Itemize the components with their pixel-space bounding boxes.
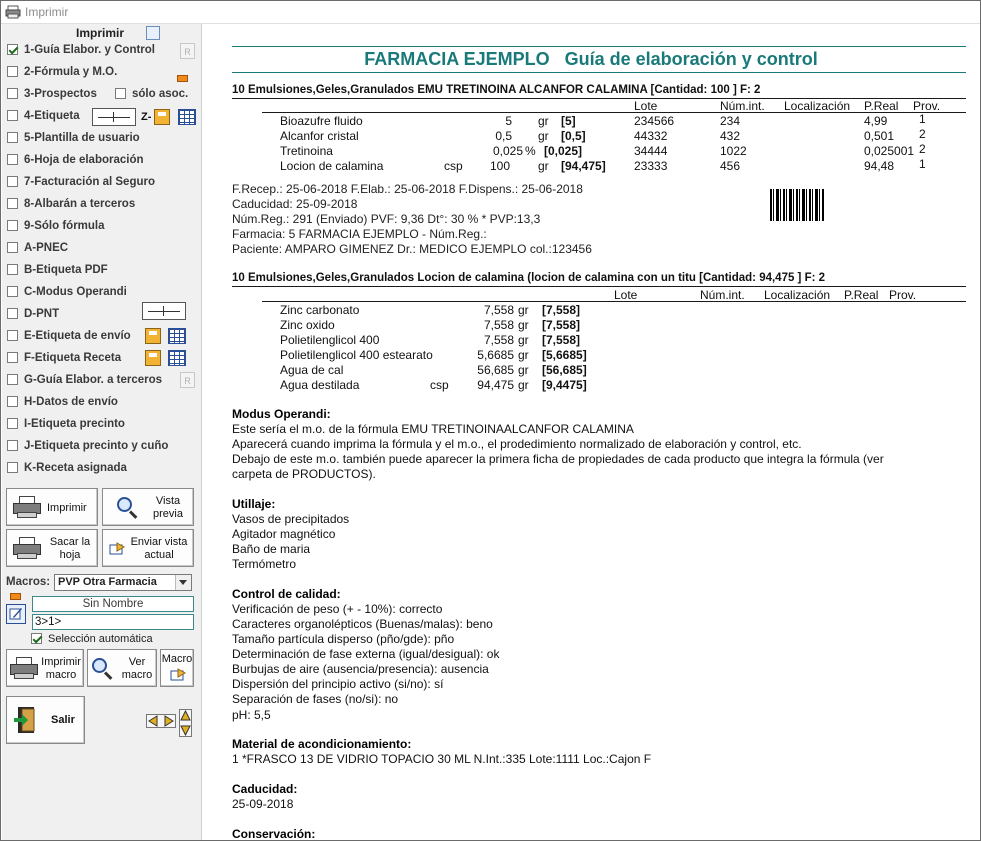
exit-door-icon bbox=[14, 705, 42, 735]
r-button[interactable]: R bbox=[180, 43, 195, 59]
save-icon[interactable] bbox=[145, 328, 161, 344]
printer-icon bbox=[13, 496, 41, 518]
checkbox[interactable] bbox=[7, 132, 18, 143]
divider bbox=[232, 286, 966, 287]
option-label: F-Etiqueta Receta bbox=[24, 352, 122, 364]
option-label: E-Etiqueta de envío bbox=[24, 330, 131, 342]
calidad-title: Control de calidad: bbox=[232, 587, 341, 601]
checkbox[interactable] bbox=[7, 462, 18, 473]
option-prospectos[interactable] bbox=[7, 88, 97, 106]
divider bbox=[262, 112, 966, 113]
option-label: K-Receta asignada bbox=[24, 462, 127, 474]
eject-sheet-button[interactable] bbox=[6, 529, 98, 567]
col-localizacion: Localización bbox=[764, 288, 831, 302]
checkbox[interactable] bbox=[7, 198, 18, 209]
option-label: C-Modus Operandi bbox=[24, 286, 127, 298]
col-lote: Lote bbox=[614, 288, 638, 302]
print-button[interactable] bbox=[6, 488, 98, 526]
calidad-line: Separación de fases (no/si): no bbox=[232, 692, 399, 706]
col-localizacion: Localización bbox=[784, 99, 851, 113]
calidad-line: Dispersión del principio activo (si/no): sí bbox=[232, 677, 444, 691]
modus-line: Debajo de este m.o. también puede aparecer la primera ficha de propiedades de cada producto que integra la fórmula (ver bbox=[232, 452, 884, 466]
solo-asoc-option[interactable] bbox=[115, 88, 188, 106]
option-etiqueta-envio[interactable] bbox=[7, 330, 131, 348]
option-hoja-elaboracion[interactable] bbox=[7, 154, 144, 172]
option-label: 7-Facturación al Seguro bbox=[24, 176, 156, 188]
printer-icon bbox=[10, 657, 38, 679]
checkbox[interactable] bbox=[7, 396, 18, 407]
sidebar-header: Imprimir bbox=[76, 26, 125, 40]
z-label: Z- bbox=[141, 111, 152, 123]
calidad-line: Burbujas de aire (ausencia/presencia): ausencia bbox=[232, 662, 489, 676]
checkbox[interactable] bbox=[7, 374, 18, 385]
button-label: Imprimir macro bbox=[41, 656, 81, 681]
search-icon[interactable] bbox=[146, 26, 160, 40]
modus-title: Modus Operandi: bbox=[232, 407, 331, 421]
option-modus-operandi[interactable] bbox=[7, 286, 127, 304]
registro-line: Núm.Reg.: 291 (Enviado) PVF: 9,36 Dt°: 30 % * PVP:13,3 bbox=[232, 212, 541, 226]
option-pnt[interactable] bbox=[7, 308, 59, 326]
button-label: Macro bbox=[161, 653, 193, 665]
table-icon[interactable] bbox=[168, 350, 186, 366]
printer-app-icon bbox=[5, 5, 21, 19]
checkbox[interactable] bbox=[7, 242, 18, 253]
option-etiqueta-receta[interactable] bbox=[7, 352, 121, 370]
material-title: Material de acondicionamiento: bbox=[232, 737, 412, 751]
button-label: Ver macro bbox=[121, 656, 153, 681]
utillaje-line: Agitador magnético bbox=[232, 527, 336, 541]
calidad-line: Caracteres organolépticos (Buenas/malas): beno bbox=[232, 617, 493, 631]
utillaje-line: Baño de maria bbox=[232, 542, 311, 556]
exit-button[interactable] bbox=[6, 696, 85, 744]
col-lote: Lote bbox=[634, 99, 658, 113]
option-label: I-Etiqueta precinto bbox=[24, 418, 125, 430]
button-label: Enviar vista actual bbox=[130, 536, 188, 561]
option-pnec[interactable] bbox=[7, 242, 68, 260]
calidad-line: Determinación de fase externa (igual/desigual): ok bbox=[232, 647, 500, 661]
sidebar bbox=[2, 24, 202, 840]
button-label: Salir bbox=[51, 714, 75, 726]
checkbox[interactable] bbox=[7, 308, 18, 319]
document-preview[interactable]: FARMACIA EJEMPLO Guía de elaboración y control 10 Emulsiones,Geles,Granulados EMU TRETINOINA ALCANFOR CALAMINA [Cantidad: 100 ] F: 2 Lote Núm.int. Localización P.Real Prov. Bioazufre fluido 5 gr [5] 234566 234 4,99 1 Alcanfor cristal 0,5 gr [0,5] 44332 432 0,501 2 Tretinoina 0,025 % [0,025] 34444 1022 0,025001 2 Locion de calamina csp 100 gr [94,475] 23333 456 94,48 1 F.Recep.: 25-06-2018 F.Elab.: 25-06-2018 F.Dispens.: 25-06-2018 Caducidad: 25-09-2018 Núm.Reg.: 291 (Enviado) PVF: 9,36 Dt°: 30 % * PVP:13,3 Farmacia: 5 FARMACIA EJEMPLO - Núm.Reg.: Paciente: AMPARO GIMENEZ Dr.: MEDICO EJEMPLO col.:123456 10 Emulsiones,Geles,Granulados Locion de calamina (locion de calamina con un titu [Cantidad: 94,475 ] F: 2 Lote Núm.int. Localización P.Real Prov. Zinc carbonato 7,558 gr [7,558] Zinc oxido 7,558 gr [7,558] Polietilenglicol 400 7,558 gr [7,558] Polietilenglicol 400 estearato 5,6685 gr [5,6685] Agua de cal 56,685 gr [56,685] Agua destilada csp 94,475 gr [9,4475] Modus Operandi: Este sería el m.o. de la fórmula EMU TRETINOINAALCANFOR CALAMINA Aparecerá cuando imprima la fórmula y el m.o., el prodedimiento normalizado de elaboración y control, etc. Debajo de este m.o. también puede aparecer la primera ficha de propiedades de cada producto que integra la fórmula (ver carpeta de PRODUCTOS). Utillaje: Vasos de precipitados Agitador magnético Baño de maria Termómetro Control de calidad: Verificación de peso (+ - 10%): correcto Caracteres organolépticos (Buenas/malas): beno Tamaño partícula disperso (pño/gde): pño Determinación de fase externa (igual/desigual): ok Burbujas de aire (ausencia/presencia): ausencia Dispersión del principio activo (si/no): sí Separación de fases (no/si): no pH: 5,5 Material de acondicionamiento: 1 *FRASCO 13 DE VIDRIO TOPACIO 30 ML N.Int.:335 Lote:1111 Loc.:Cajon F Caducidad: 25-09-2018 Conservación: bbox=[202, 24, 980, 840]
farmacia-line: Farmacia: 5 FARMACIA EJEMPLO - Núm.Reg.: bbox=[232, 227, 487, 241]
send-icon bbox=[170, 667, 186, 683]
option-label: 6-Hoja de elaboración bbox=[24, 154, 144, 166]
option-label: sólo asoc. bbox=[132, 88, 189, 100]
option-label: 5-Plantilla de usuario bbox=[24, 132, 140, 144]
print-macro-button[interactable] bbox=[6, 649, 84, 687]
divider bbox=[262, 301, 966, 302]
option-precinto-cuno[interactable] bbox=[7, 440, 168, 458]
conservacion-title: Conservación: bbox=[232, 827, 316, 840]
calidad-line: pH: 5,5 bbox=[232, 708, 271, 722]
option-label: 1-Guía Elabor. y Control bbox=[24, 44, 155, 56]
option-label: 3-Prospectos bbox=[24, 88, 97, 100]
option-guia-elabor[interactable] bbox=[7, 44, 155, 62]
button-label: Vista previa bbox=[153, 495, 183, 520]
checkbox[interactable] bbox=[7, 352, 18, 363]
modus-line: Este sería el m.o. de la fórmula EMU TRETINOINAALCANFOR CALAMINA bbox=[232, 422, 634, 436]
paciente-line: Paciente: AMPARO GIMENEZ Dr.: MEDICO EJEMPLO col.:123456 bbox=[232, 242, 592, 256]
marker-icon bbox=[177, 75, 188, 82]
window-title: Imprimir bbox=[25, 5, 69, 19]
calidad-line: Tamaño partícula disperso (pño/gde): pño bbox=[232, 632, 455, 646]
name-field[interactable]: Sin Nombre bbox=[32, 596, 194, 612]
button-label: Imprimir bbox=[47, 502, 87, 514]
checkbox[interactable] bbox=[7, 264, 18, 275]
modus-line: carpeta de PRODUCTOS). bbox=[232, 467, 376, 481]
material-line: 1 *FRASCO 13 DE VIDRIO TOPACIO 30 ML N.Int.:335 Lote:1111 Loc.:Cajon F bbox=[232, 752, 652, 766]
option-plantilla[interactable] bbox=[7, 132, 140, 150]
option-receta-asignada[interactable] bbox=[7, 462, 127, 480]
divider bbox=[232, 72, 966, 73]
option-label: Selección automática bbox=[48, 633, 153, 645]
option-label: 9-Sólo fórmula bbox=[24, 220, 105, 232]
utillaje-line: Termómetro bbox=[232, 557, 297, 571]
printer-icon bbox=[13, 537, 41, 559]
save-icon[interactable] bbox=[145, 350, 161, 366]
barcode bbox=[770, 189, 824, 221]
option-label: G-Guía Elabor. a terceros bbox=[24, 374, 163, 386]
option-facturacion[interactable] bbox=[7, 176, 155, 194]
edit-icon[interactable] bbox=[6, 604, 26, 624]
option-albaran[interactable] bbox=[7, 198, 135, 216]
checkbox[interactable] bbox=[7, 330, 18, 341]
caducidad-title: Caducidad: bbox=[232, 782, 298, 796]
checkbox[interactable] bbox=[7, 176, 18, 187]
checkbox[interactable] bbox=[7, 440, 18, 451]
checkbox[interactable] bbox=[7, 286, 18, 297]
option-solo-formula[interactable] bbox=[7, 220, 105, 238]
utillaje-title: Utillaje: bbox=[232, 497, 276, 511]
col-prov: Prov. bbox=[889, 288, 917, 302]
option-formula-mo[interactable] bbox=[7, 66, 117, 84]
option-datos-envio[interactable] bbox=[7, 396, 118, 414]
checkbox[interactable] bbox=[7, 154, 18, 165]
option-etiqueta-pdf[interactable] bbox=[7, 264, 108, 282]
checkbox[interactable] bbox=[31, 633, 42, 644]
divider bbox=[232, 98, 966, 99]
marker-icon bbox=[10, 593, 21, 600]
document-title bbox=[202, 49, 980, 70]
col-preal: P.Real bbox=[864, 99, 899, 113]
table-icon[interactable] bbox=[168, 328, 186, 344]
macros-selected-value: PVP Otra Farmacia bbox=[58, 576, 157, 588]
dates-line: F.Recep.: 25-06-2018 F.Elab.: 25-06-2018 F.Dispens.: 25-06-2018 bbox=[232, 182, 583, 196]
option-guia-terceros[interactable] bbox=[7, 374, 162, 392]
r-button[interactable]: R bbox=[180, 372, 195, 388]
option-etiqueta[interactable] bbox=[7, 110, 80, 128]
option-label: A-PNEC bbox=[24, 242, 69, 254]
col-preal: P.Real bbox=[844, 288, 879, 302]
option-label: J-Etiqueta precinto y cuño bbox=[24, 440, 169, 452]
send-icon bbox=[109, 541, 125, 557]
utillaje-line: Vasos de precipitados bbox=[232, 512, 350, 526]
label-format-icon[interactable] bbox=[142, 302, 186, 320]
option-etiqueta-precinto[interactable] bbox=[7, 418, 125, 436]
send-view-button[interactable] bbox=[102, 529, 194, 567]
checkbox[interactable] bbox=[7, 418, 18, 429]
macro-button[interactable] bbox=[160, 649, 194, 687]
option-label: 4-Etiqueta bbox=[24, 110, 80, 122]
table-icon[interactable] bbox=[178, 109, 196, 125]
code-field[interactable]: 3>1> bbox=[32, 614, 194, 630]
option-label: 2-Fórmula y M.O. bbox=[24, 66, 118, 78]
checkbox[interactable] bbox=[7, 220, 18, 231]
modus-line: Aparecerá cuando imprima la fórmula y el m.o., el prodedimiento normalizado de elaboración y control, etc. bbox=[232, 437, 802, 451]
option-label: H-Datos de envío bbox=[24, 396, 118, 408]
macros-select[interactable] bbox=[54, 574, 192, 591]
save-icon[interactable] bbox=[154, 109, 170, 125]
pharmacy-name: FARMACIA EJEMPLO bbox=[364, 49, 550, 69]
vertical-resize-icon[interactable] bbox=[179, 709, 192, 737]
checkbox[interactable] bbox=[115, 88, 126, 99]
button-label: Sacar la hoja bbox=[49, 536, 91, 561]
formula-1-header: 10 Emulsiones,Geles,Granulados EMU TRETINOINA ALCANFOR CALAMINA [Cantidad: 100 ] F: 2 bbox=[232, 84, 761, 96]
preview-button[interactable] bbox=[102, 488, 194, 526]
formula-2-header: 10 Emulsiones,Geles,Granulados Locion de calamina (locion de calamina con un titu [Cantidad: 94,475 ] F: 2 bbox=[232, 272, 826, 284]
checkbox[interactable] bbox=[7, 88, 18, 99]
caducidad-value: 25-09-2018 bbox=[232, 797, 294, 811]
view-macro-button[interactable] bbox=[87, 649, 157, 687]
divider bbox=[232, 46, 966, 47]
col-prov: Prov. bbox=[913, 99, 941, 113]
title-bar bbox=[1, 1, 980, 24]
checkbox[interactable] bbox=[7, 66, 18, 77]
macros-label: Macros: bbox=[6, 576, 51, 588]
magnifier-icon bbox=[117, 497, 139, 519]
col-numint: Núm.int. bbox=[700, 288, 745, 302]
option-label: D-PNT bbox=[24, 308, 60, 320]
horizontal-resize-icon[interactable] bbox=[146, 714, 176, 728]
checkbox[interactable] bbox=[7, 110, 18, 121]
option-label: B-Etiqueta PDF bbox=[24, 264, 108, 276]
option-label: 8-Albarán a terceros bbox=[24, 198, 136, 210]
caducidad-line: Caducidad: 25-09-2018 bbox=[232, 197, 358, 211]
calidad-line: Verificación de peso (+ - 10%): correcto bbox=[232, 602, 443, 616]
chevron-down-icon[interactable] bbox=[175, 575, 191, 590]
col-numint: Núm.int. bbox=[720, 99, 765, 113]
magnifier-icon bbox=[92, 658, 114, 680]
label-format-icon[interactable] bbox=[92, 108, 136, 126]
checkbox[interactable] bbox=[7, 44, 18, 55]
doc-title-text: Guía de elaboración y control bbox=[564, 49, 818, 69]
